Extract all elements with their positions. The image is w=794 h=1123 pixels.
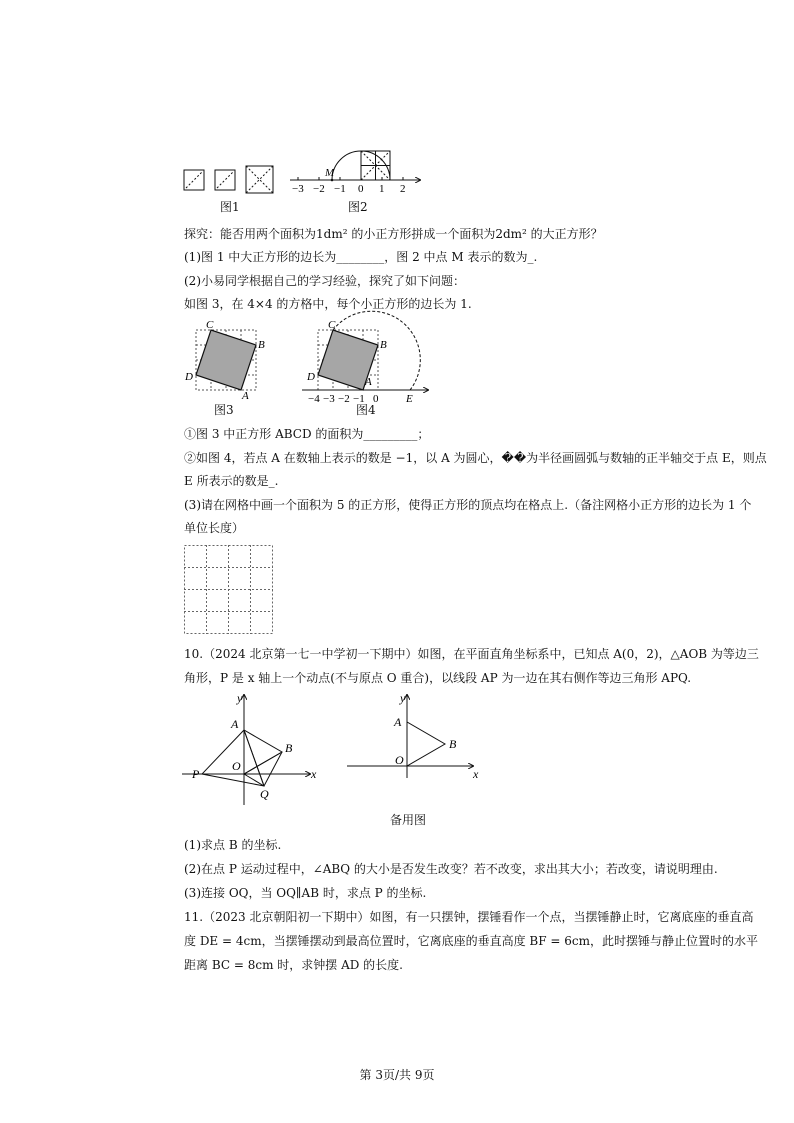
fig2-tick: −3: [292, 183, 304, 195]
fig3-label-a: A: [242, 390, 249, 402]
fig1-large-square: [246, 166, 273, 193]
fig2-tick: 0: [358, 183, 364, 195]
q10-label-x: x: [311, 767, 317, 781]
q9-sub1: ①图 3 中正方形 ABCD 的面积为_________；: [184, 427, 430, 441]
q10-label-a: A: [231, 717, 239, 731]
q9-part2: (2)小易同学根据自己的学习经验，探究了如下问题：: [184, 274, 466, 288]
fig3-square-abcd: [196, 330, 256, 390]
q10-sub3: (3)连接 OQ，当 OQ∥AB 时，求点 P 的坐标.: [184, 886, 427, 900]
fig3-label-d: D: [185, 371, 193, 383]
fig3-label-c: C: [206, 319, 214, 331]
q9-sub2-line2: E 所表示的数是_.: [184, 474, 279, 488]
q9-part3-line1: (3)请在网格中画一个面积为 5 的正方形，使得正方形的顶点均在格点上.（备注网格小正方形的边长为 1 个: [184, 498, 752, 512]
fig4-tick: −1: [353, 393, 365, 405]
fig2-caption: 图2: [348, 200, 368, 214]
fig4-label-a: A: [365, 376, 372, 388]
fig3-label-b: B: [258, 339, 265, 351]
q9-part3-line2: 单位长度）: [184, 521, 245, 535]
q10-label-q: Q: [260, 787, 269, 801]
fig4-label-d: D: [307, 371, 315, 383]
q11-line2: 度 DE = 4cm，当摆锤摆动到最高位置时，它离底座的垂直高度 BF = 6cm，此时摆锤与静止位置时的水平: [184, 934, 758, 948]
figure-3: [182, 318, 265, 402]
fig2-tick: 2: [400, 183, 406, 195]
figure-4: [300, 318, 435, 403]
q9-part1: (1)图 1 中大正方形的边长为________，图 2 中点 M 表示的数为_.: [184, 250, 538, 264]
q11-line3: 距离 BC = 8cm 时，求钟摆 AD 的长度.: [184, 958, 404, 972]
q11-line1: 11.（2023 北京朝阳初一下期中）如图，有一只摆钟，摆锤看作一个点，当摆锤静止时，它离底座的垂直高: [184, 910, 754, 924]
fig2-tick: 1: [379, 183, 385, 195]
q10-label-b: B: [285, 741, 293, 755]
fig2-tick: −1: [334, 183, 346, 195]
fig1-caption: 图1: [220, 200, 240, 214]
q10-spare-label-y: y: [400, 691, 406, 705]
fig2-tick: −2: [313, 183, 325, 195]
fig1-small-square-1: [184, 170, 204, 190]
fig1-small-square-2: [215, 170, 235, 190]
fig4-tick: −2: [338, 393, 350, 405]
q10-spare-figure: [345, 690, 485, 780]
q9-explore: 探究：能否用两个面积为1dm² 的小正方形拼成一个面积为2dm² 的大正方形？: [184, 227, 603, 241]
q10-spare-label-x: x: [473, 767, 479, 781]
q9-sub2-line1: ②如图 4，若点 A 在数轴上表示的数是 −1，以 A 为圆心，��为半径画圆弧与数轴的正半轴交于点 E，则点: [184, 451, 767, 465]
fig2-point-m: M: [325, 167, 335, 179]
fig4-label-c: C: [328, 319, 336, 331]
figure-1: [183, 166, 273, 196]
figure-2: [290, 148, 425, 193]
drawing-grid[interactable]: [184, 545, 274, 635]
q10-spare-caption: 备用图: [390, 813, 427, 827]
q10-label-y: y: [237, 691, 243, 705]
fig4-tick: −3: [323, 393, 335, 405]
q9-part2-intro: 如图 3，在 4×4 的方格中，每个小正方形的边长为 1.: [184, 297, 472, 311]
fig4-label-e: E: [406, 393, 413, 405]
q10-spare-label-a: A: [394, 715, 402, 729]
q10-sub1: (1)求点 B 的坐标.: [184, 838, 282, 852]
fig4-caption: 图4: [356, 403, 376, 417]
q10-spare-label-b: B: [449, 737, 457, 751]
q10-label-o: O: [232, 759, 241, 773]
q10-line2: 角形，P 是 x 轴上一个动点(不与原点 O 重合)，以线段 AP 为一边在其右侧作等边三角形 APQ.: [184, 671, 692, 685]
q10-main-figure: [182, 690, 322, 805]
q10-line1: 10.（2024 北京第一七一中学初一下期中）如图，在平面直角坐标系中，已知点 A(0，2)，△AOB 为等边三: [184, 647, 759, 661]
q10-spare-label-o: O: [395, 753, 404, 767]
fig4-label-b: B: [380, 339, 387, 351]
fig3-caption: 图3: [214, 403, 234, 417]
fig4-tick: 0: [373, 393, 379, 405]
q10-label-p: P: [192, 767, 200, 781]
q10-sub2: (2)在点 P 运动过程中，∠ABQ 的大小是否发生改变？若不改变，求出其大小；若改变，请说明理由.: [184, 862, 718, 876]
fig4-tick: −4: [308, 393, 320, 405]
page-footer: 第 3页/共 9页: [359, 1068, 435, 1082]
